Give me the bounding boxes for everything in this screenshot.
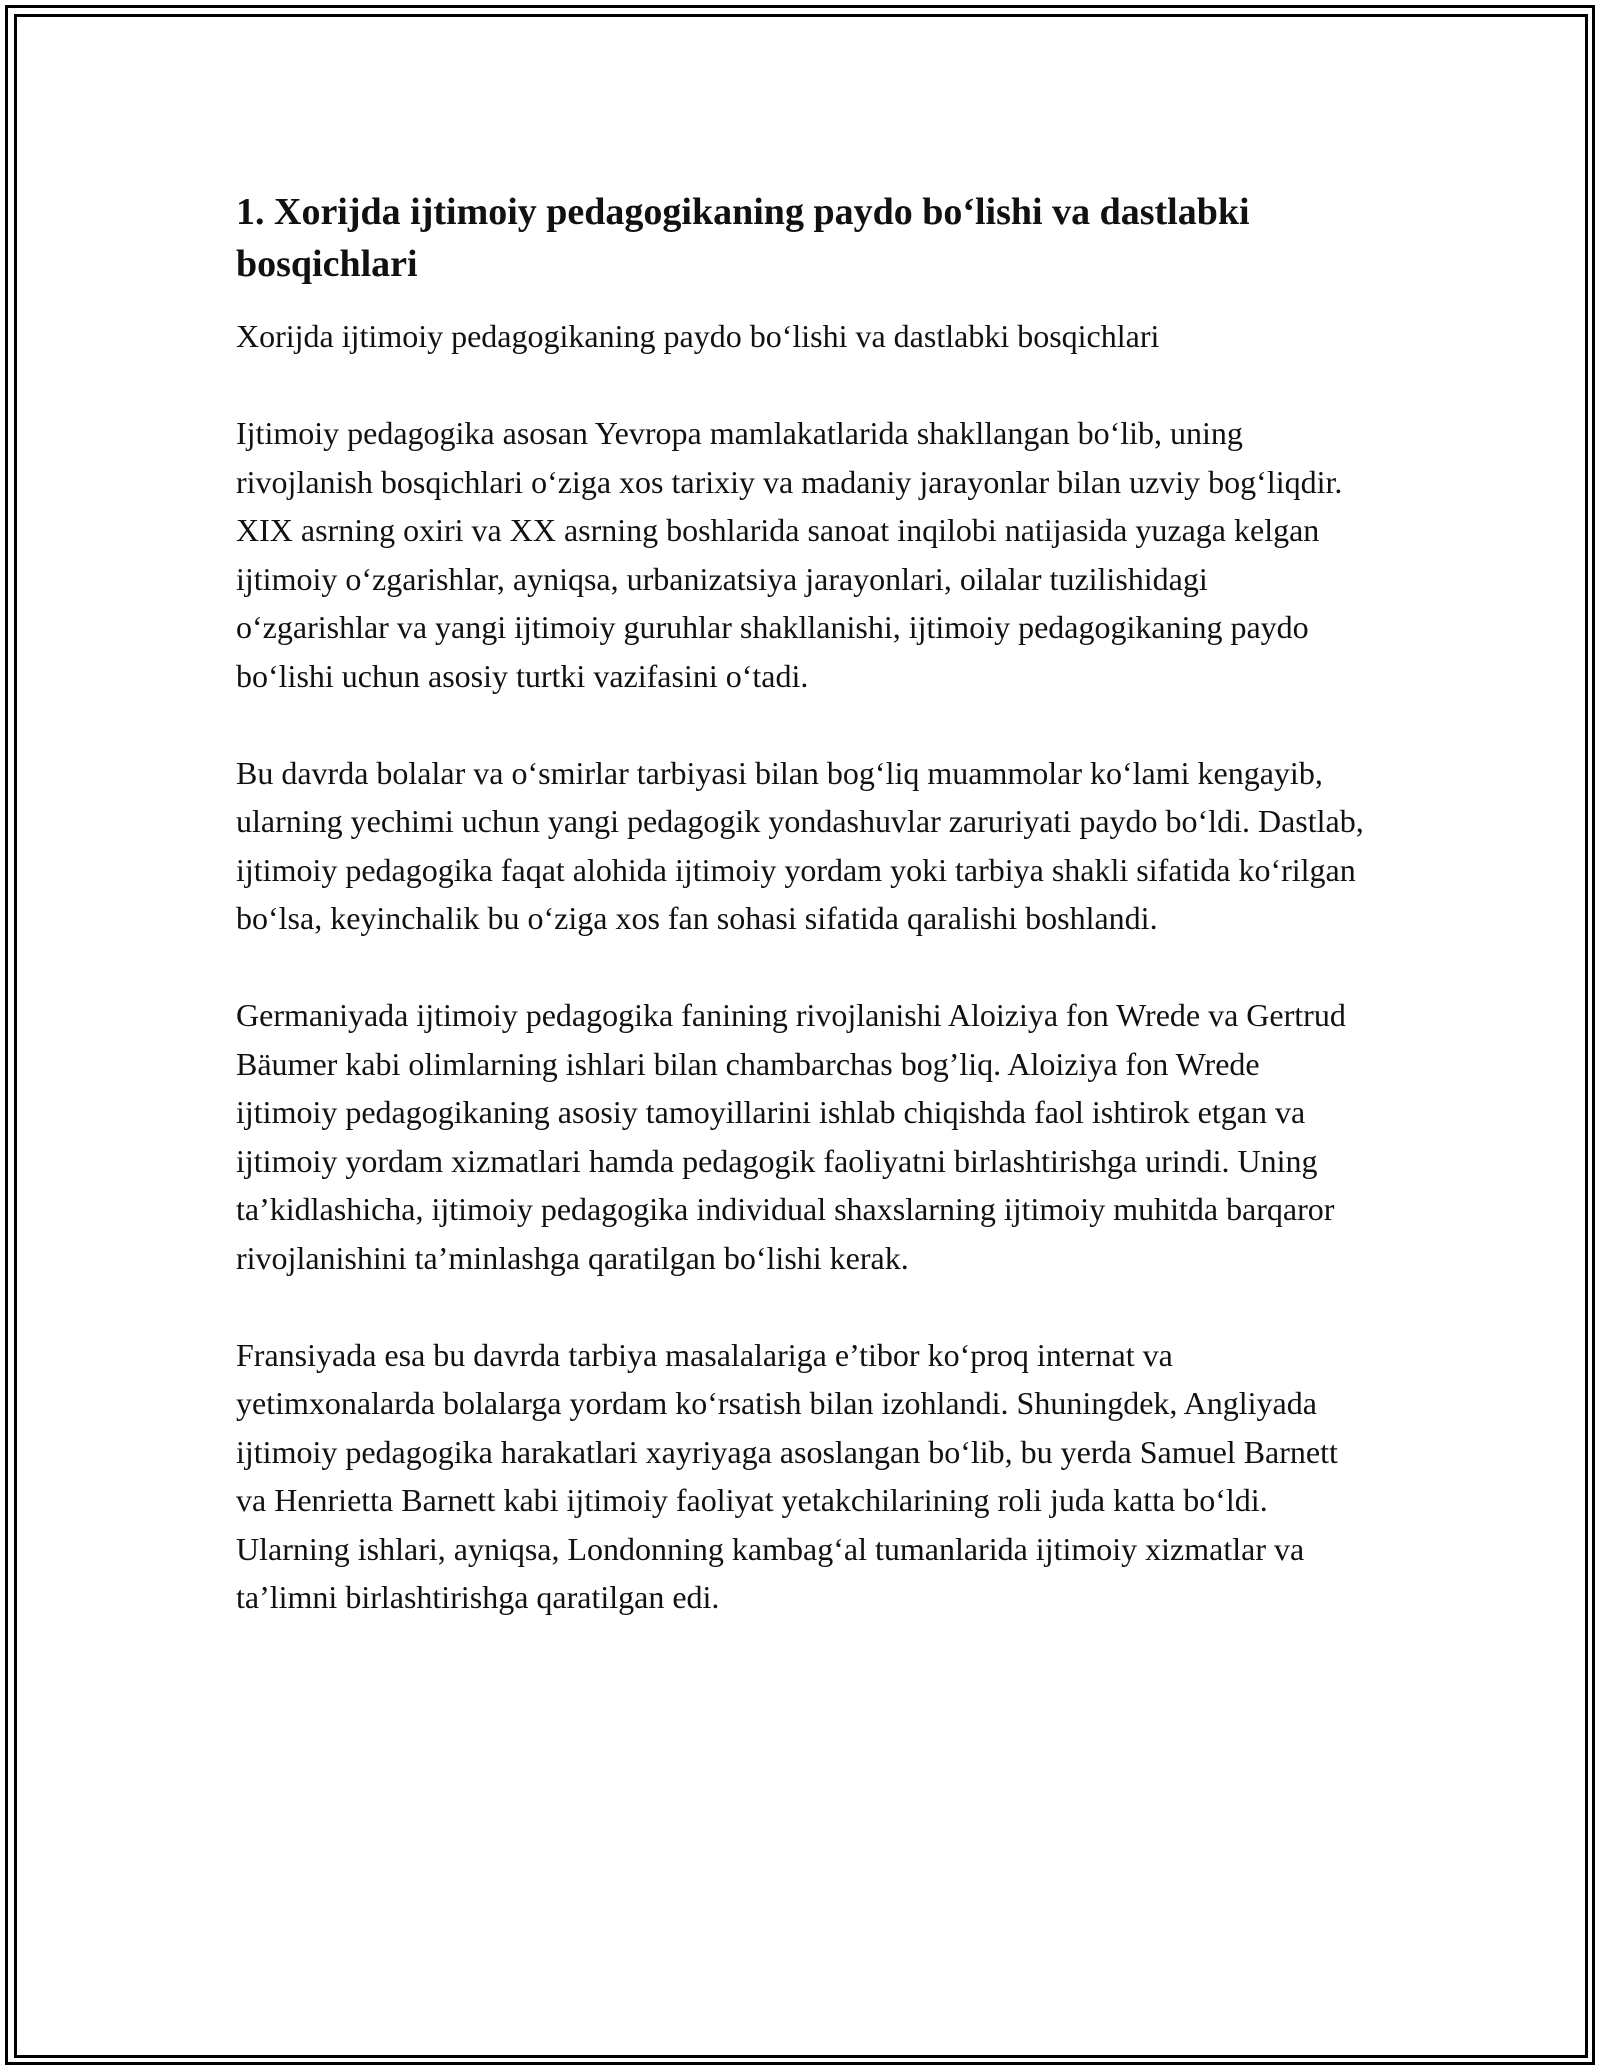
paragraph-period-problems: Bu davrda bolalar va o‘smirlar tarbiyasi bilan bog‘liq muammolar ko‘lami kengayib, ularning yechimi uchun yangi pedagogik yondashuvlar zaruriyati paydo bo‘ldi. Dastlab, ijtimoiy pedagogika faqat alohida ijtimoiy yordam yoki tarbiya shakli sifatida ko‘rilgan bo‘lsa, keyinchalik bu o‘ziga xos fan sohasi sifatida qaralishi boshlandi. xyxy=(236,754,1364,936)
paragraph-origins: Ijtimoiy pedagogika asosan Yevropa mamlakatlarida shakllangan bo‘lib, uning rivojlanish bosqichlari o‘ziga xos tarixiy va madaniy jarayonlar bilan uzviy bog‘liqdir. XIX asrning oxiri va XX asrning boshlarida sanoat inqilobi natijasida yuzaga kelgan ijtimoiy o‘zgarishlar, ayniqsa, urbanizatsiya jarayonlari, oilalar tuzilishidagi o‘zgarishlar va yangi ijtimoiy guruhlar shakllanishi, ijtimoiy pedagogikaning paydo bo‘lishi uchun asosiy turtki vazifasini o‘tadi. xyxy=(236,415,1343,694)
paragraph-france-england: Fransiyada esa bu davrda tarbiya masalalariga e’tibor ko‘proq internat va yetimxonalarda bolalarga yordam ko‘rsatish bilan izohlandi. Shuningdek, Angliyada ijtimoiy pedagogika harakatlari xayriyaga asoslangan bo‘lib, bu yerda Samuel Barnett va Henrietta Barnett kabi ijtimoiy faoliyat yetakchilarining roli juda katta bo‘ldi. Ularning ishlari, ayniqsa, Londonning kambag‘al tumanlarida ijtimoiy xizmatlar va ta’limni birlashtirishga qaratilgan edi. xyxy=(236,1336,1338,1615)
section-heading: 1. Xorijda ijtimoiy pedagogikaning paydo bo‘lishi va dastlabki bosqichlari xyxy=(236,191,1250,285)
section-subtitle: Xorijda ijtimoiy pedagogikaning paydo bo‘lishi va dastlabki bosqichlari xyxy=(236,318,1160,354)
document-body xyxy=(236,186,1364,1622)
paragraph-germany: Germaniyada ijtimoiy pedagogika fanining rivojlanishi Aloiziya fon Wrede va Gertrud Bäumer kabi olimlarning ishlari bilan chambarchas bog’liq. Aloiziya fon Wrede ijtimoiy pedagogikaning asosiy tamoyillarini ishlab chiqishda faol ishtirok etgan va ijtimoiy yordam xizmatlari hamda pedagogik faoliyatni birlashtirishga urindi. Uning ta’kidlashicha, ijtimoiy pedagogika individual shaxslarning ijtimoiy muhitda barqaror rivojlanishini ta’minlashga qaratilgan bo‘lishi kerak. xyxy=(236,997,1346,1276)
